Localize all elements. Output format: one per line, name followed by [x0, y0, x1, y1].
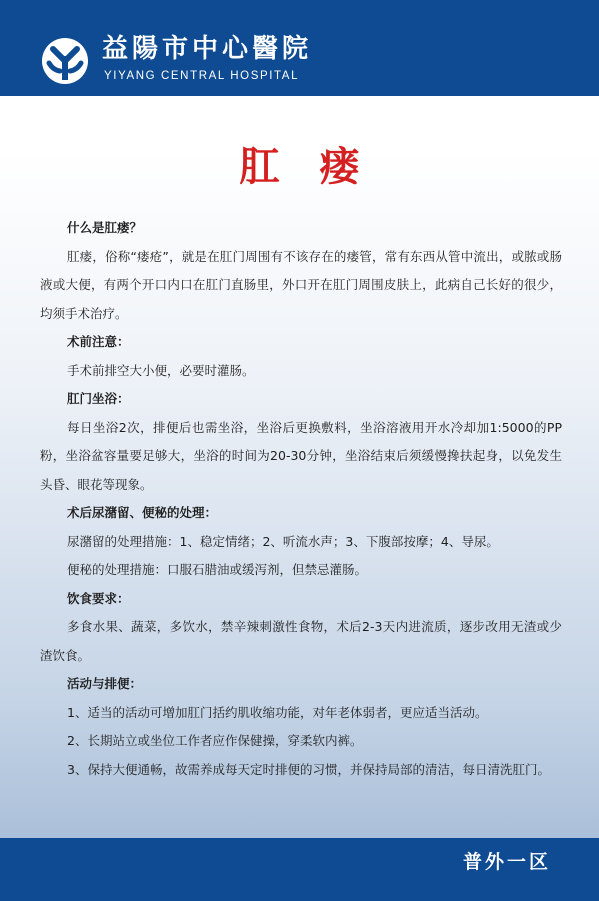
footer-banner — [0, 838, 599, 901]
section-heading: 术后尿潴留、便秘的处理： — [67, 505, 218, 520]
page-title — [0, 140, 599, 194]
hospital-name-en: YIYANG CENTRAL HOSPITAL — [104, 70, 300, 82]
section-heading: 饮食要求： — [67, 590, 130, 606]
section-paragraph: 手术前排空大小便，必要时灌肠。 — [67, 362, 255, 378]
list-item: 2、长期站立或坐位工作者应作保健操，穿柔软内裤。 — [67, 733, 363, 748]
hospital-name-cn: 益陽市中心醫院 — [102, 34, 313, 64]
page-title-char: 瘘 — [319, 143, 360, 190]
header-banner — [0, 0, 599, 96]
section-paragraph: 尿潴留的处理措施：1、稳定情绪；2、听流水声；3、下腹部按摩；4、导尿。 — [67, 533, 499, 549]
section-heading: 术前注意： — [67, 334, 130, 349]
page-title-char: 肛 — [239, 143, 280, 190]
section-paragraph: 每日坐浴2次，排便后也需坐浴，坐浴后更换敷料，坐浴溶液用开水冷却加1:5000的PP粉，坐浴盆容量要足够大，坐浴的时间为20-30分钟，坐浴结束后须缓慢搀扶起身，以免发生头昏、眼花等现象。 — [40, 419, 562, 492]
section-paragraph: 多食水果、蔬菜，多饮水，禁辛辣刺激性食物，术后2-3天内进流质，逐步改用无渣或少渣饮食。 — [40, 619, 562, 663]
section-heading: 什么是肛瘘？ — [67, 220, 143, 235]
section-paragraph: 便秘的处理措施：口服石腊油或缓泻剂，但禁忌灌肠。 — [67, 562, 368, 577]
hospital-emblem-icon — [40, 36, 90, 86]
section-paragraph: 肛瘘，俗称“瘘疮”，就是在肛门周围有不该存在的瘘管，常有东西从管中流出，或脓或肠液或大便，有两个开口内口在肛门直肠里，外口开在肛门周围皮肤上，此病自己长好的很少，均须手术治疗。 — [40, 248, 562, 321]
section-heading: 肛门坐浴： — [67, 391, 130, 406]
section-heading: 活动与排便： — [67, 676, 143, 691]
list-item: 3、保持大便通畅，故需养成每天定时排便的习惯，并保持局部的清洁，每日清洗肛门。 — [67, 761, 550, 777]
department-label: 普外一区 — [462, 851, 551, 873]
list-item: 1、适当的活动可增加肛门括约肌收缩功能，对年老体弱者，更应适当活动。 — [67, 704, 488, 720]
content-body — [40, 214, 562, 784]
